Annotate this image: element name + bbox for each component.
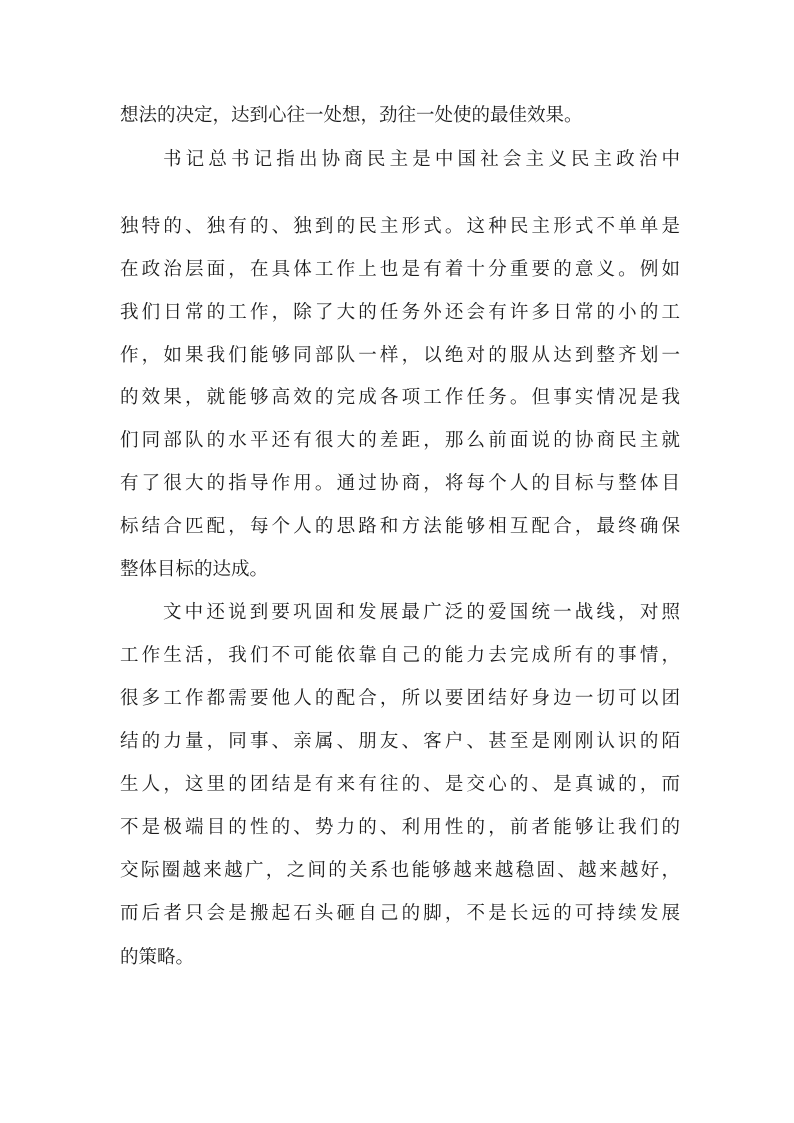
paragraph-line: 很多工作都需要他人的配合，所以要团结好身边一切可以团 <box>120 688 680 709</box>
paragraph-line: 交际圈越来越广，之间的关系也能够越来越稳固、越来越好， <box>120 860 680 881</box>
paragraph-line: 想法的决定，达到心往一处想，劲往一处使的最佳效果。 <box>120 105 583 126</box>
paragraph-line: 整体目标的达成。 <box>120 559 269 580</box>
paragraph-line: 独特的、独有的、独到的民主形式。这种民主形式不单单是 <box>120 216 680 237</box>
paragraph-line: 的效果，就能够高效的完成各项工作任务。但事实情况是我 <box>120 387 680 408</box>
paragraph-line: 标结合匹配，每个人的思路和方法能够相互配合，最终确保 <box>120 516 680 537</box>
paragraph-line: 结的力量，同事、亲属、朋友、客户、甚至是刚刚认识的陌 <box>120 731 680 752</box>
paragraph-line: 有了很大的指导作用。通过协商，将每个人的目标与整体目 <box>120 473 680 494</box>
paragraph-line: 作，如果我们能够同部队一样，以绝对的服从达到整齐划一 <box>120 345 680 366</box>
paragraph-line: 我们日常的工作，除了大的任务外还会有许多日常的小的工 <box>120 302 680 323</box>
paragraph-line: 书记总书记指出协商民主是中国社会主义民主政治中 <box>163 149 680 170</box>
paragraph-line: 们同部队的水平还有很大的差距，那么前面说的协商民主就 <box>120 430 680 451</box>
paragraph-line: 文中还说到要巩固和发展最广泛的爱国统一战线，对照 <box>163 602 680 623</box>
paragraph-line: 的策略。 <box>120 947 195 968</box>
paragraph-line: 工作生活，我们不可能依靠自己的能力去完成所有的事情， <box>120 645 680 666</box>
paragraph-line: 生人，这里的团结是有来有往的、是交心的、是真诚的，而 <box>120 774 680 795</box>
paragraph-line: 在政治层面，在具体工作上也是有着十分重要的意义。例如 <box>120 259 680 280</box>
paragraph-line: 不是极端目的性的、势力的、利用性的，前者能够让我们的 <box>120 817 680 838</box>
paragraph-line: 而后者只会是搬起石头砸自己的脚，不是长远的可持续发展 <box>120 903 680 924</box>
